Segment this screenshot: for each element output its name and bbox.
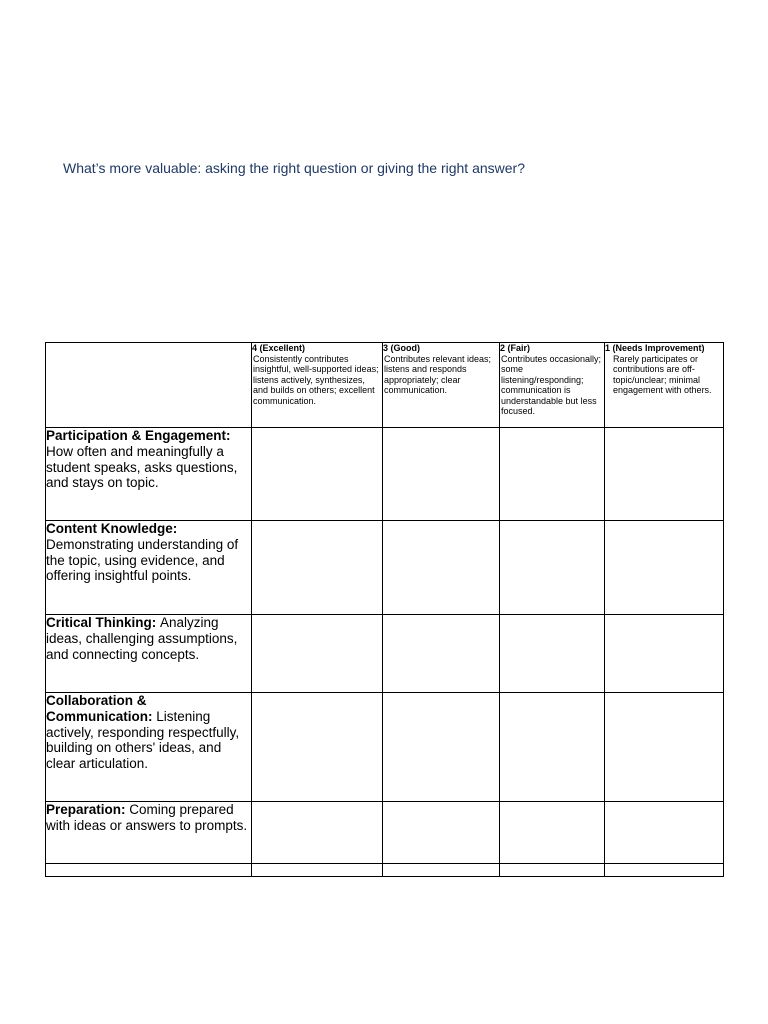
level-description: Consistently contributes insightful, well-supported ideas; listens actively, synthesizes, and builds on others; excellent communication. — [253, 353, 379, 406]
score-cell[interactable] — [252, 521, 383, 615]
level-title: 4 (Excellent) — [252, 343, 306, 353]
level-description: Rarely participates or contributions are off-topic/unclear; minimal engagement with others. — [613, 353, 712, 395]
level-header-good — [383, 343, 500, 428]
score-cell[interactable] — [500, 615, 605, 693]
criterion-row-preparation — [46, 802, 724, 864]
rubric-table — [45, 342, 724, 877]
criterion-description: Coming prepared with ideas or answers to prompts. — [46, 802, 248, 833]
criterion-row-participation — [46, 428, 724, 521]
criterion-cell — [46, 521, 252, 615]
criterion-name: Content Knowledge: — [46, 521, 178, 536]
rubric-header-row — [46, 343, 724, 428]
level-description: Contributes relevant ideas; listens and responds appropriately; clear communication. — [384, 353, 492, 395]
score-cell[interactable] — [605, 521, 724, 615]
level-header-excellent — [252, 343, 383, 428]
criterion-name: Critical Thinking: — [46, 615, 161, 630]
score-cell[interactable] — [252, 615, 383, 693]
score-cell[interactable] — [383, 693, 500, 802]
level-title: 1 (Needs Improvement) — [605, 343, 705, 353]
level-title: 2 (Fair) — [500, 343, 531, 353]
score-cell[interactable] — [383, 802, 500, 864]
score-cell[interactable] — [605, 802, 724, 864]
corner-cell — [46, 343, 252, 428]
criterion-name: Preparation: — [46, 802, 130, 817]
empty-cell[interactable] — [500, 864, 605, 877]
empty-cell[interactable] — [46, 864, 252, 877]
empty-cell[interactable] — [252, 864, 383, 877]
score-cell[interactable] — [383, 521, 500, 615]
criterion-description: How often and meaningfully a student speaks, asks questions, and stays on topic. — [46, 443, 238, 491]
level-header-needs-improvement — [605, 343, 724, 428]
score-cell[interactable] — [500, 428, 605, 521]
score-cell[interactable] — [383, 615, 500, 693]
score-cell[interactable] — [252, 802, 383, 864]
score-cell[interactable] — [383, 428, 500, 521]
criterion-cell — [46, 802, 252, 864]
discussion-question: What’s more valuable: asking the right question or giving the right answer? — [63, 160, 525, 176]
empty-cell[interactable] — [383, 864, 500, 877]
criterion-row-collaboration — [46, 693, 724, 802]
empty-row — [46, 864, 724, 877]
empty-cell[interactable] — [605, 864, 724, 877]
criterion-cell — [46, 428, 252, 521]
criterion-description: Demonstrating understanding of the topic, using evidence, and offering insightful points. — [46, 536, 239, 584]
score-cell[interactable] — [252, 428, 383, 521]
criterion-description: Analyzing ideas, challenging assumptions, and connecting concepts. — [46, 615, 238, 662]
criterion-name: Participation & Engagement: — [46, 428, 231, 443]
score-cell[interactable] — [500, 693, 605, 802]
criterion-description: Listening actively, responding respectfully, building on others' ideas, and clear articulation. — [46, 708, 240, 772]
criterion-row-content-knowledge — [46, 521, 724, 615]
criterion-row-critical-thinking — [46, 615, 724, 693]
score-cell[interactable] — [500, 521, 605, 615]
criterion-cell — [46, 615, 252, 693]
level-header-fair — [500, 343, 605, 428]
level-title: 3 (Good) — [383, 343, 420, 353]
criterion-cell — [46, 693, 252, 802]
score-cell[interactable] — [605, 428, 724, 521]
score-cell[interactable] — [500, 802, 605, 864]
score-cell[interactable] — [605, 615, 724, 693]
criterion-name: Collaboration & Communication: — [46, 693, 157, 724]
level-description: Contributes occasionally; some listening/responding; communication is understandable but less focused. — [501, 353, 602, 416]
score-cell[interactable] — [605, 693, 724, 802]
score-cell[interactable] — [252, 693, 383, 802]
